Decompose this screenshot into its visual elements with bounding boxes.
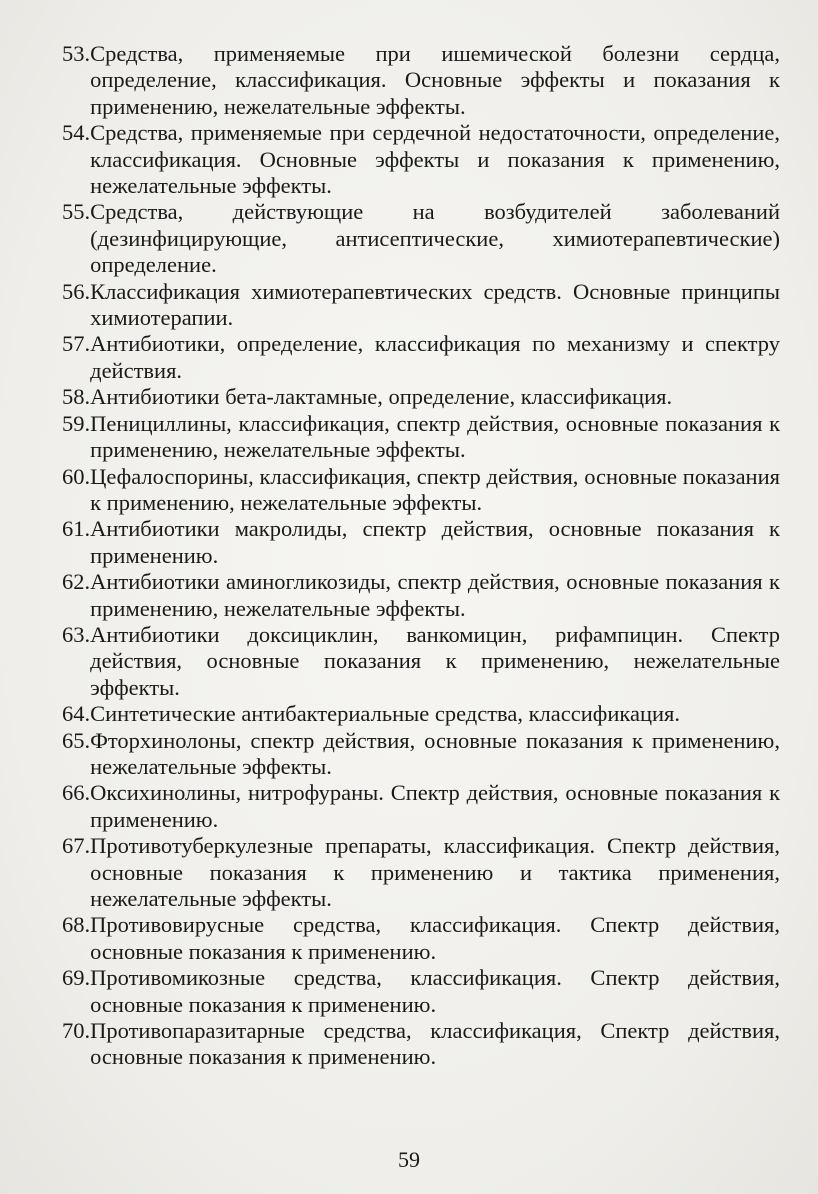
item-number: 70. [62, 1018, 91, 1044]
list-item [62, 701, 780, 727]
item-text: Антибиотики доксициклин, ванкомицин, рифампицин. Спектр действия, основные показания к применению, нежелательные эффекты. [90, 621, 780, 700]
item-text: Цефалоспорины, классификация, спектр действия, основные показания к применению, нежелательные эффекты. [90, 463, 780, 515]
item-number: 60. [62, 463, 91, 489]
item-text: Оксихинолины, нитрофураны. Спектр действия, основные показания к применению. [90, 780, 780, 832]
list-item [62, 384, 780, 410]
item-text: Средства, действующие на возбудителей заболеваний (дезинфицирующие, антисептические, химиотерапевтические) определение. [90, 199, 780, 278]
item-text: Средства, применяемые при ишемической болезни сердца, определение, классификация. Основные эффекты и показания к применению, нежелательные эффекты. [90, 41, 780, 119]
item-number: 59. [62, 410, 91, 436]
list-item [62, 780, 780, 833]
item-number: 62. [62, 569, 91, 595]
item-number: 58. [62, 384, 91, 410]
item-number: 63. [62, 621, 91, 647]
list-item [62, 516, 780, 569]
item-text: Антибиотики, определение, классификация по механизму и спектру действия. [90, 331, 780, 383]
list-item [62, 965, 780, 1018]
question-list [62, 41, 780, 1071]
item-number: 64. [62, 701, 91, 727]
item-number: 68. [62, 912, 91, 938]
list-item [62, 833, 780, 912]
page-number: 59 [398, 1147, 420, 1172]
list-item [62, 411, 780, 464]
list-item [62, 569, 780, 622]
item-number: 67. [62, 833, 91, 859]
item-text: Противотуберкулезные препараты, классификация. Спектр действия, основные показания к применению и тактика применения, нежелательные эффекты. [90, 833, 780, 911]
item-number: 69. [62, 965, 91, 991]
list-item [62, 199, 780, 278]
list-item [62, 622, 780, 701]
item-number: 57. [62, 331, 91, 357]
item-number: 56. [62, 278, 91, 304]
list-item [62, 728, 780, 781]
list-item [62, 41, 780, 120]
item-number: 61. [62, 516, 91, 542]
item-number: 53. [62, 41, 91, 66]
list-item [62, 912, 780, 965]
item-text: Антибиотики бета-лактамные, определение, классификация. [90, 384, 673, 410]
item-text: Антибиотики аминогликозиды, спектр действия, основные показания к применению, нежелательные эффекты. [90, 569, 780, 621]
item-number: 54. [62, 120, 91, 146]
item-text: Противовирусные средства, классификация. Спектр действия, основные показания к применению. [90, 912, 780, 964]
item-number: 66. [62, 780, 91, 806]
item-text: Пенициллины, классификация, спектр действия, основные показания к применению, нежелательные эффекты. [90, 410, 780, 463]
list-item [62, 331, 780, 384]
item-text: Синтетические антибактериальные средства, классификация. [90, 701, 681, 727]
item-text: Фторхинолоны, спектр действия, основные показания к применению, нежелательные эффекты. [90, 727, 780, 779]
item-text: Противопаразитарные средства, классификация, Спектр действия, основные показания к применению. [90, 1018, 780, 1070]
list-item [62, 464, 780, 517]
item-text: Противомикозные средства, классификация. Спектр действия, основные показания к применению. [90, 965, 780, 1017]
list-item [62, 120, 780, 199]
item-text: Антибиотики макролиды, спектр действия, основные показания к применению. [90, 516, 780, 568]
item-number: 55. [62, 199, 91, 225]
list-item [62, 279, 780, 332]
item-number: 65. [62, 727, 91, 753]
item-text: Средства, применяемые при сердечной недостаточности, определение, классификация. Основные эффекты и показания к применению, нежелательные эффекты. [90, 120, 780, 199]
item-text: Классификация химиотерапевтических средств. Основные принципы химиотерапии. [90, 278, 780, 331]
list-item [62, 1018, 780, 1071]
